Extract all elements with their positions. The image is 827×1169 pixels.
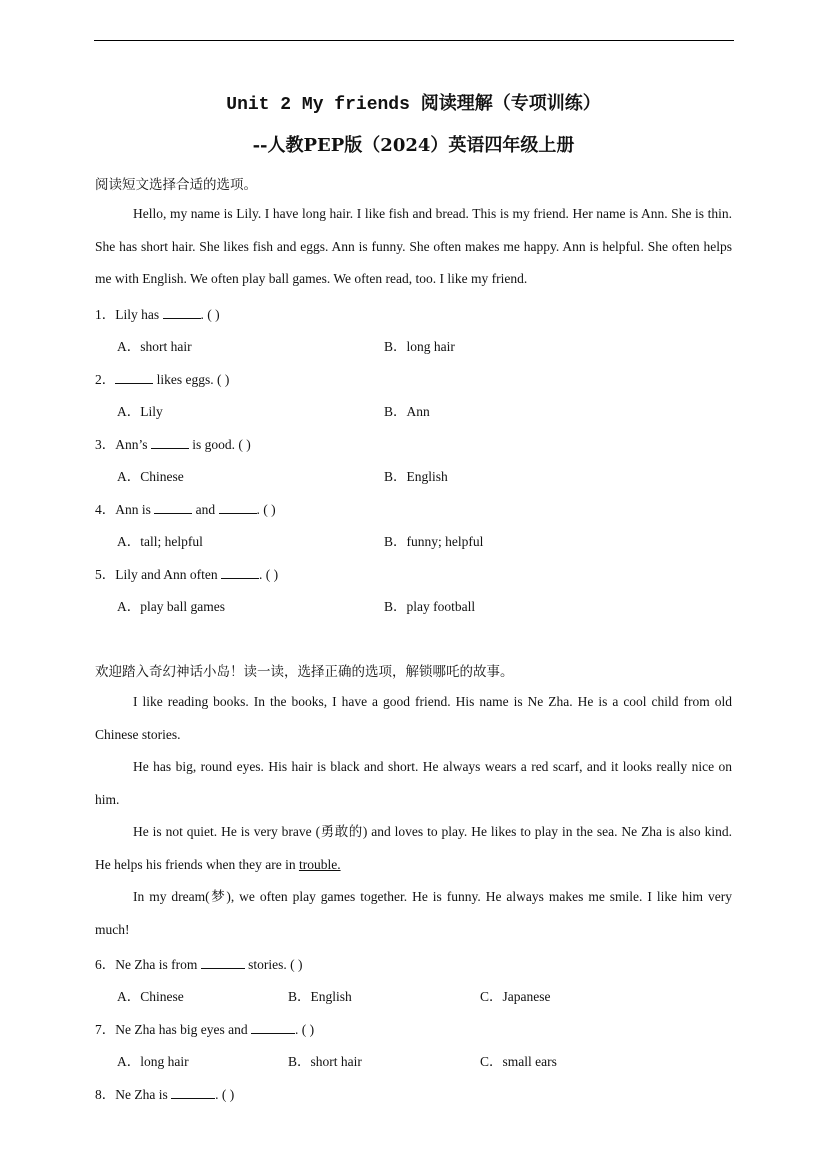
answer-blank xyxy=(151,436,189,449)
question-3 xyxy=(95,433,251,453)
question-1-option-b[interactable]: B．long hair xyxy=(384,339,455,354)
section1-passage: Hello, my name is Lily. I have long hair. I like fish and bread. This is my friend. Her name is Ann. She is thin. She has short hair. She likes fish and eggs. Ann is funny. She often makes me happy. Ann is helpful. She often helps me with English. We often play ball games. We often read, too. I like my friend. xyxy=(95,206,732,286)
question-number: 2． xyxy=(95,372,116,387)
page-title: Unit 2 My friends 阅读理解（专项训练） xyxy=(226,95,601,115)
question-6-option-c[interactable]: C．Japanese xyxy=(480,989,551,1004)
answer-blank xyxy=(115,371,153,384)
question-number: 5． xyxy=(95,567,116,582)
answer-blank xyxy=(221,566,259,579)
question-1-option-a[interactable]: A．short hair xyxy=(117,339,192,354)
question-text: Lily and Ann often xyxy=(115,567,221,582)
section2-paragraph-2: He has big, round eyes. His hair is black and short. He always wears a red scarf, and it looks really nice on him. xyxy=(95,759,732,807)
question-2-option-a[interactable]: A．Lily xyxy=(117,404,163,419)
answer-blank xyxy=(219,501,257,514)
question-text: Ann’s xyxy=(115,437,151,452)
section2-paragraph-1: I like reading books. In the books, I have a good friend. His name is Ne Zha. He is a cool child from old Chinese stories. xyxy=(95,694,732,742)
section2-paragraph-4: In my dream(梦), we often play games together. He is funny. He always makes me smile. I like him very much! xyxy=(95,889,732,937)
question-text: is good. ( ) xyxy=(188,437,251,452)
question-5-option-b[interactable]: B．play football xyxy=(384,599,476,614)
question-text: . ( ) xyxy=(256,502,276,517)
question-4 xyxy=(95,498,276,518)
section1-instruction: 阅读短文选择合适的选项。 xyxy=(95,177,257,192)
question-8 xyxy=(95,1083,234,1103)
question-text: . ( ) xyxy=(294,1022,315,1037)
question-7 xyxy=(95,1018,314,1038)
header-rule xyxy=(94,40,734,41)
question-text: Ne Zha has big eyes and xyxy=(115,1022,251,1037)
question-number: 4． xyxy=(95,502,116,517)
question-text: . ( ) xyxy=(200,307,220,322)
paragraph-text: He is not quiet. He is very brave (勇敢的) and loves to play. He likes to play in the sea. Ne Zha is also kind. He helps his friends when they are in xyxy=(95,824,732,872)
underlined-word: trouble. xyxy=(298,856,341,872)
question-3-option-a[interactable]: A．Chinese xyxy=(117,469,184,484)
question-1 xyxy=(95,303,220,323)
question-text: Lily has xyxy=(115,307,163,322)
answer-blank xyxy=(251,1021,295,1034)
question-5 xyxy=(95,563,278,583)
question-7-option-a[interactable]: A．long hair xyxy=(117,1054,189,1069)
question-6-option-a[interactable]: A．Chinese xyxy=(117,989,184,1004)
question-7-option-c[interactable]: C．small ears xyxy=(480,1054,557,1069)
question-text: and xyxy=(192,502,219,517)
question-text: likes eggs. ( ) xyxy=(153,372,230,387)
question-text: . ( ) xyxy=(258,567,279,582)
question-4-option-a[interactable]: A．tall; helpful xyxy=(117,534,203,549)
question-number: 7． xyxy=(95,1022,116,1037)
question-number: 6． xyxy=(95,957,116,972)
question-number: 8． xyxy=(95,1087,116,1102)
answer-blank xyxy=(171,1086,215,1099)
question-6-option-b[interactable]: B．English xyxy=(288,989,352,1004)
question-text: Ann is xyxy=(115,502,155,517)
question-number: 1． xyxy=(95,307,116,322)
question-text: Ne Zha is from xyxy=(115,957,201,972)
answer-blank xyxy=(154,501,192,514)
question-3-option-b[interactable]: B．English xyxy=(384,469,448,484)
question-text: stories. ( ) xyxy=(244,957,303,972)
question-5-option-a[interactable]: A．play ball games xyxy=(117,599,225,614)
section2-paragraph-3 xyxy=(95,816,732,881)
question-6 xyxy=(95,953,302,973)
question-number: 3． xyxy=(95,437,116,452)
question-text: . ( ) xyxy=(215,1087,235,1102)
question-text: Ne Zha is xyxy=(115,1087,172,1102)
question-4-option-b[interactable]: B．funny; helpful xyxy=(384,534,484,549)
question-2-option-b[interactable]: B．Ann xyxy=(384,404,430,419)
question-2 xyxy=(95,368,229,388)
question-7-option-b[interactable]: B．short hair xyxy=(288,1054,362,1069)
answer-blank xyxy=(201,956,245,969)
answer-blank xyxy=(163,306,201,319)
page-subtitle: --人教PEP版（2024）英语四年级上册 xyxy=(252,135,575,156)
section2-instruction: 欢迎踏入奇幻神话小岛！读一读，选择正确的选项，解锁哪吒的故事。 xyxy=(95,664,514,679)
